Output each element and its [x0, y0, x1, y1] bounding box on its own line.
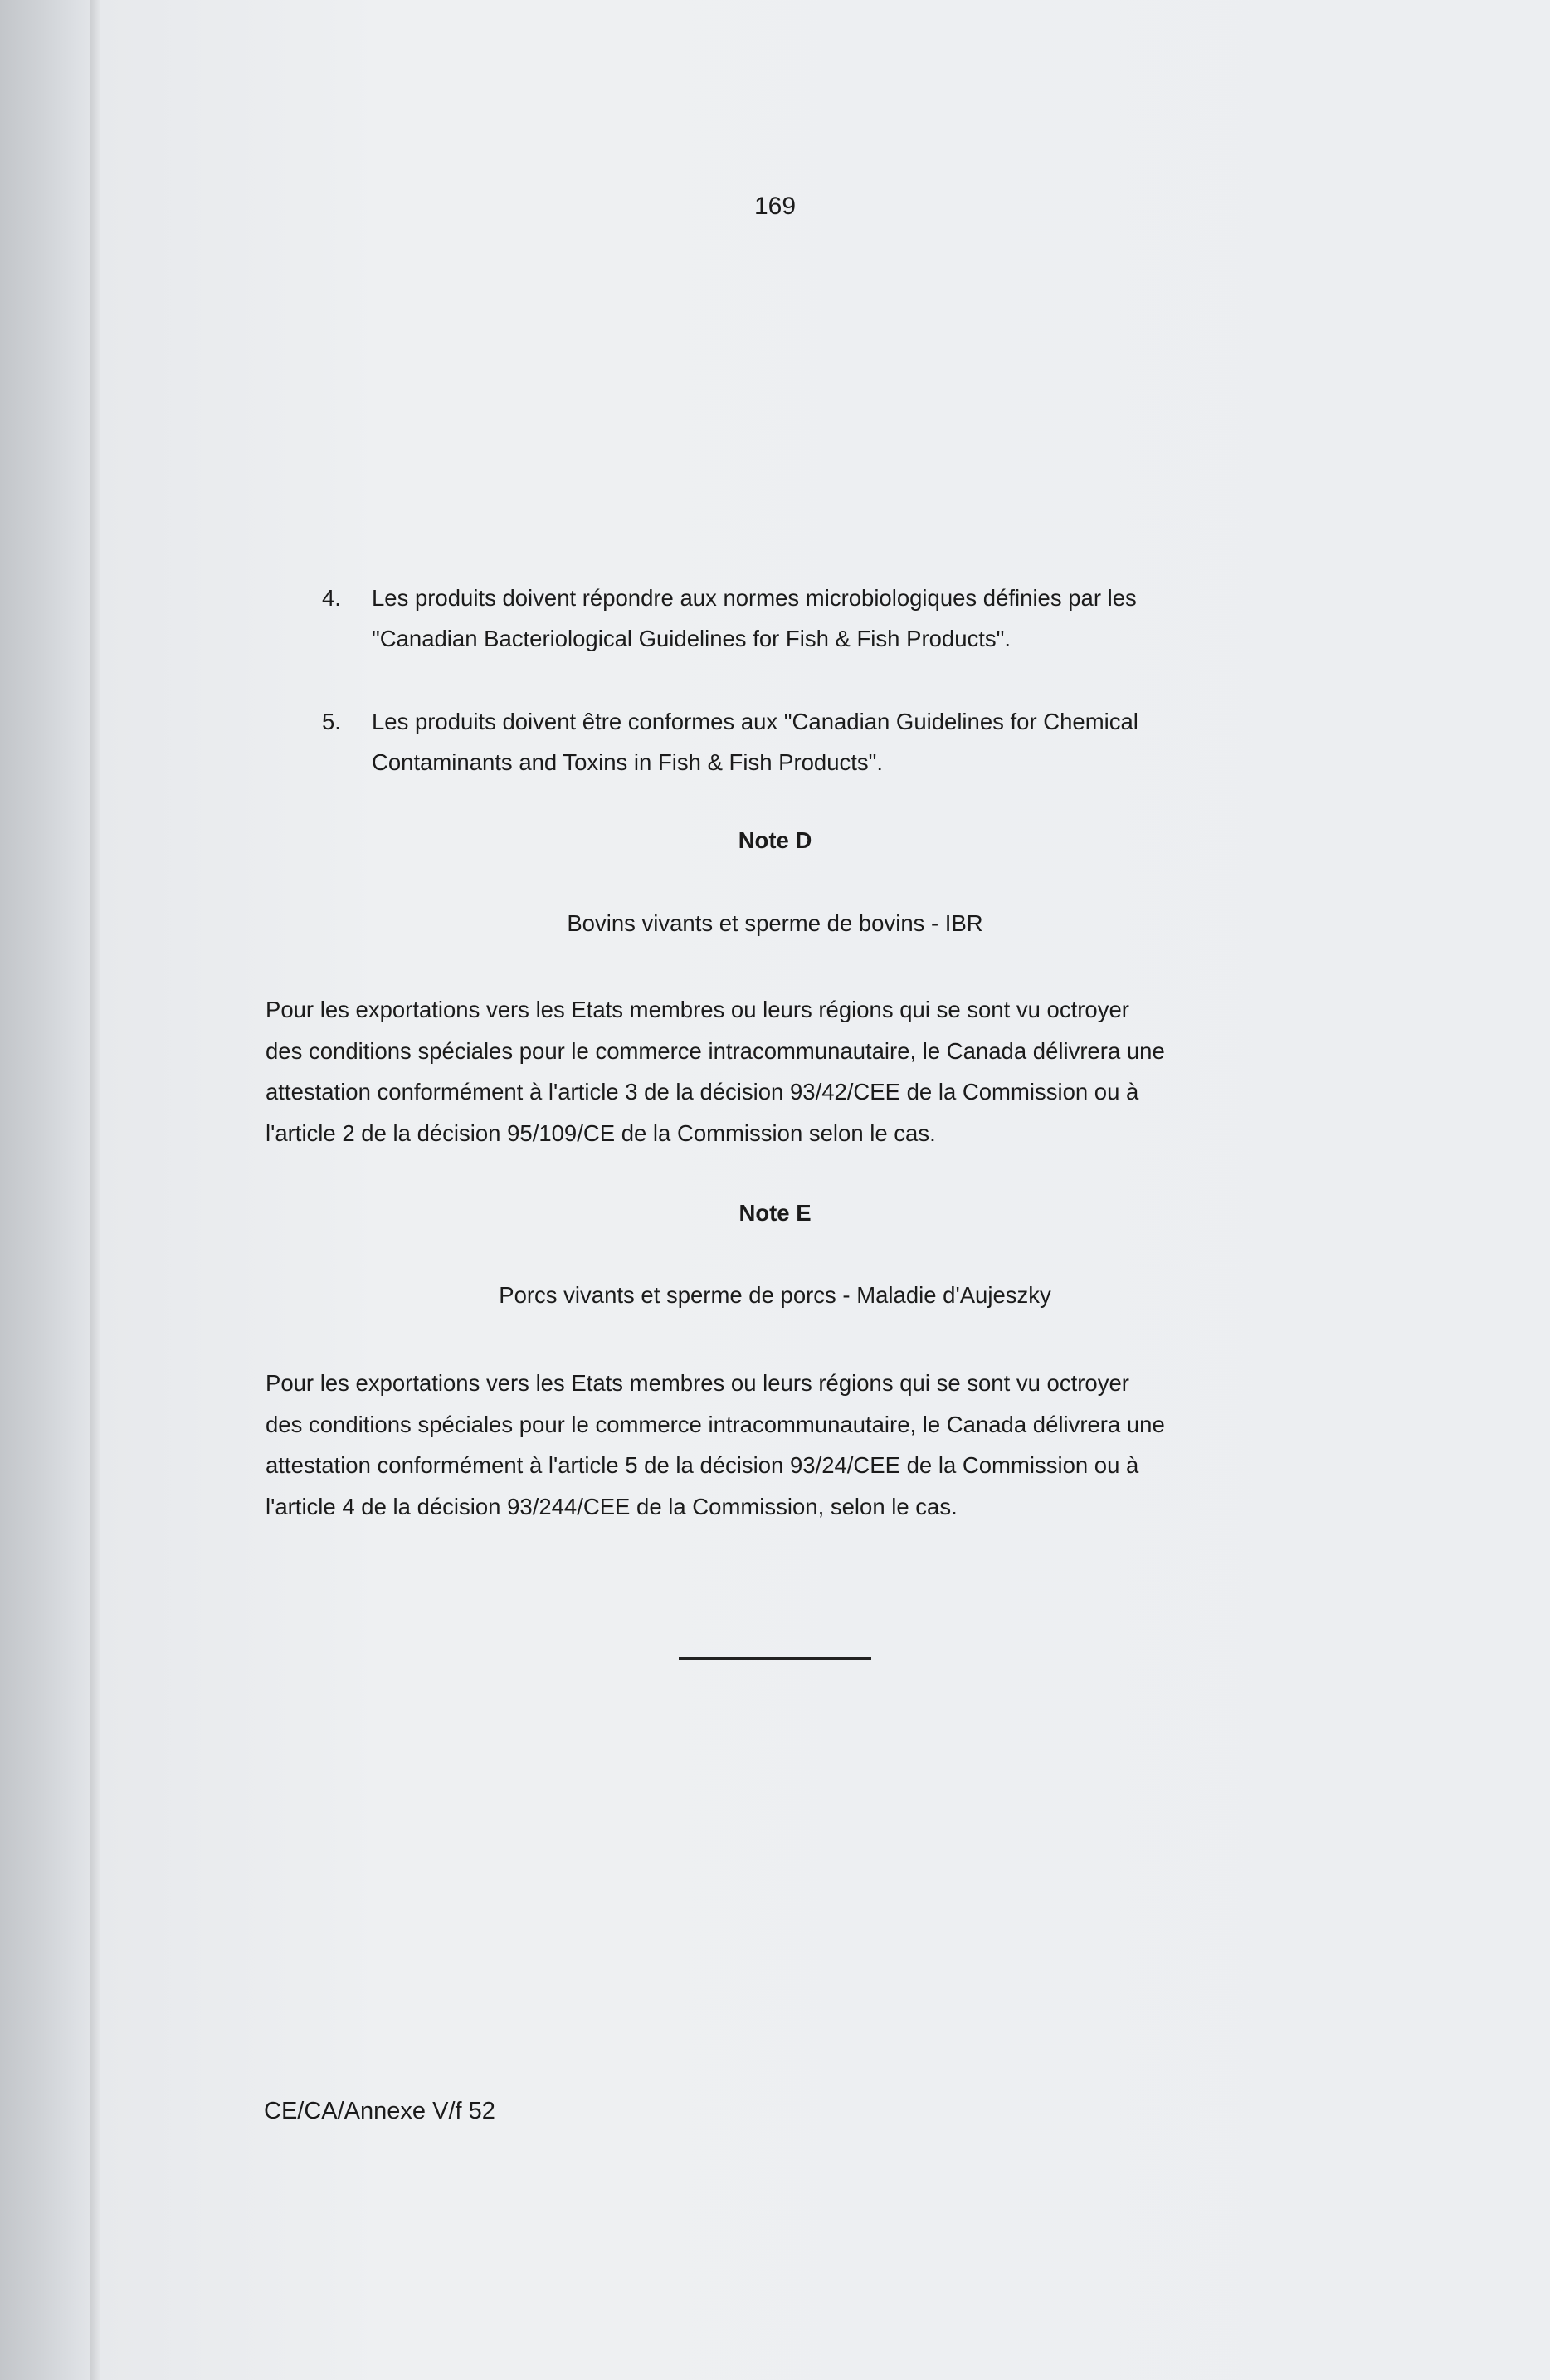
list-item-line: "Canadian Bacteriological Guidelines for Fish & Fish Products".	[372, 626, 1011, 651]
list-item-number: 4.	[322, 585, 341, 611]
note-d-subheading: Bovins vivants et sperme de bovins - IBR	[567, 910, 983, 936]
document-reference: CE/CA/Annexe V/f 52	[264, 2098, 495, 2124]
list-item-4	[322, 578, 1284, 659]
list-item-body	[372, 701, 1284, 783]
document-page	[100, 0, 1550, 2380]
list-item-body	[372, 578, 1284, 659]
paragraph-line: Pour les exportations vers les Etats membres ou leurs régions qui se sont vu octroyer	[266, 997, 1129, 1022]
paragraph-line: l'article 4 de la décision 93/244/CEE de la Commission, selon le cas.	[266, 1493, 958, 1519]
paragraph-line: des conditions spéciales pour le commerce intracommunautaire, le Canada délivrera une	[266, 1037, 1165, 1064]
note-d-heading: Note D	[738, 827, 812, 853]
page-number: 169	[753, 193, 797, 220]
paragraph-line: attestation conformément à l'article 3 de la décision 93/42/CEE de la Commission ou à	[266, 1079, 1139, 1105]
note-e-paragraph	[266, 1363, 1294, 1527]
binding-gutter	[0, 0, 100, 2380]
list-item-line: Contaminants and Toxins in Fish & Fish Products".	[372, 749, 884, 775]
list-item-number: 5.	[322, 709, 341, 734]
paragraph-line: attestation conformément à l'article 5 de la décision 93/24/CEE de la Commission ou à	[266, 1452, 1139, 1478]
paragraph-line: des conditions spéciales pour le commerce intracommunautaire, le Canada délivrera une	[266, 1411, 1165, 1437]
list-item-5	[322, 701, 1284, 783]
paragraph-line: l'article 2 de la décision 95/109/CE de la Commission selon le cas.	[266, 1119, 936, 1146]
note-d-paragraph	[266, 989, 1294, 1153]
paragraph-line: Pour les exportations vers les Etats membres ou leurs régions qui se sont vu octroyer	[266, 1370, 1129, 1396]
note-e-subheading: Porcs vivants et sperme de porcs - Maladie d'Aujeszky	[499, 1282, 1051, 1308]
list-item-line: Les produits doivent être conformes aux "Canadian Guidelines for Chemical	[372, 709, 1138, 734]
closing-rule	[679, 1657, 871, 1660]
note-e-heading: Note E	[738, 1200, 812, 1226]
list-item-line: Les produits doivent répondre aux normes microbiologiques définies par les	[372, 585, 1137, 611]
